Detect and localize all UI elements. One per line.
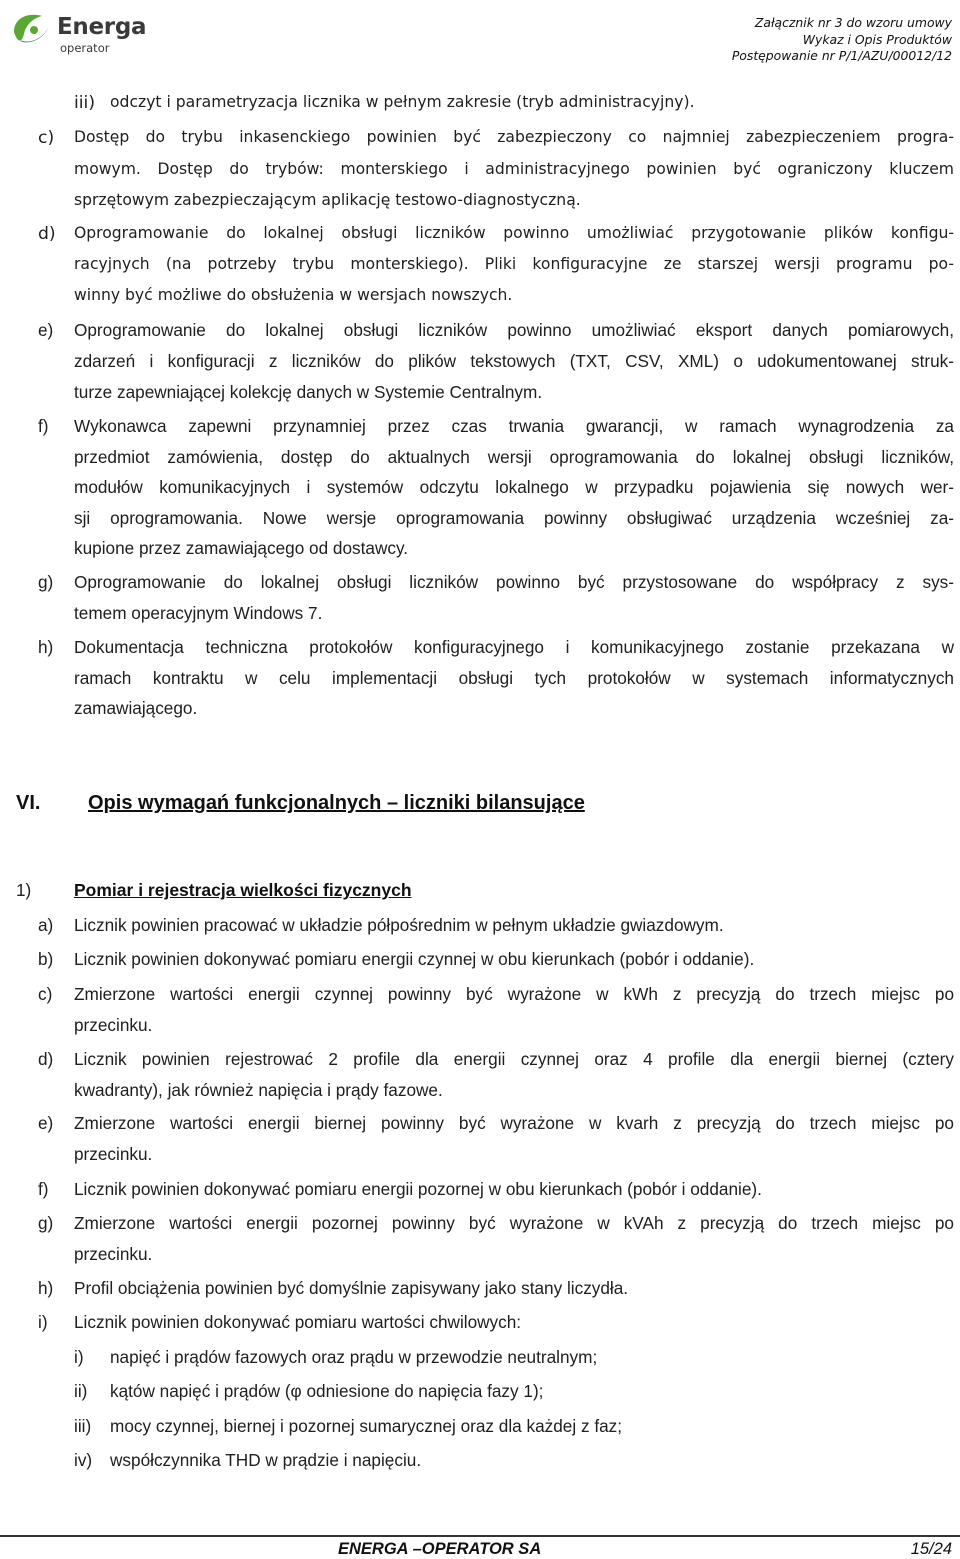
nested-list-marker: iii) <box>74 1416 92 1436</box>
paragraph-line: kupione przez zamawiającego od dostawcy. <box>74 538 409 558</box>
list-marker: iii) <box>74 93 96 113</box>
nested-list-item: kątów napięć i prądów (φ odniesione do napięcia fazy 1); <box>110 1381 544 1401</box>
paragraph-line: turze zapewniającej kolekcję danych w Systemie Centralnym. <box>74 382 543 402</box>
page-number: 15/24 <box>910 1540 952 1558</box>
footer-divider <box>0 1535 960 1537</box>
paragraph-line: sprzętowym zabezpieczającym aplikację testowo-diagnostyczną. <box>74 191 581 209</box>
list-marker: b) <box>38 949 54 969</box>
requirement-line: Zmierzone wartości energii pozornej powinny być wyrażone w kVAh z precyzją do trzech miejsc po <box>74 1213 954 1233</box>
paragraph-line: Wykonawca zapewni przynamniej przez czas trwania gwarancji, w ramach wynagrodzenia za <box>74 416 954 436</box>
energa-logo <box>8 10 158 54</box>
paragraph-line: Dokumentacja techniczna protokołów konfiguracyjnego i komunikacyjnego zostanie przekazana w <box>74 637 954 657</box>
page-header <box>0 0 960 80</box>
document-reference <box>732 15 952 65</box>
nested-list-item: współczynnika THD w prądzie i napięciu. <box>110 1450 422 1470</box>
paragraph-line: Dostęp do trybu inkasenckiego powinien być zabezpieczony co najmniej zabezpieczeniem progra- <box>74 128 954 146</box>
requirement-line: Licznik powinien pracować w układzie półpośrednim w pełnym układzie gwiazdowym. <box>74 915 724 935</box>
requirement-line: przecinku. <box>74 1015 153 1035</box>
section-number: VI. <box>16 792 41 814</box>
nested-list-marker: i) <box>74 1347 84 1367</box>
list-marker: e) <box>38 320 54 340</box>
list-marker: h) <box>38 1278 54 1298</box>
paragraph-line: zamawiającego. <box>74 698 198 718</box>
requirement-line: przecinku. <box>74 1244 153 1264</box>
nested-list-marker: iv) <box>74 1450 93 1470</box>
paragraph-line: Oprogramowanie do lokalnej obsługi liczników powinno być przystosowane do współpracy z sys- <box>74 572 954 592</box>
requirement-line: Licznik powinien rejestrować 2 profile dla energii czynnej oraz 4 profile dla energii biernej (cztery <box>74 1049 954 1069</box>
requirement-line: Profil obciążenia powinien być domyślnie zapisywany jako stany liczydła. <box>74 1278 629 1298</box>
paragraph-line: racyjnych (na potrzeby trybu monterskiego). Pliki konfiguracyjne ze starszej wersji programu po- <box>74 255 954 273</box>
paragraph-line: modułów komunikacyjnych i systemów odczytu lokalnego w przypadku pojawienia się nowych wer- <box>74 477 954 497</box>
list-marker: f) <box>38 1179 49 1199</box>
list-marker: e) <box>38 1113 54 1133</box>
paragraph-line: przedmiot zamówienia, dostęp do aktualnych wersji oprogramowania do lokalnej obsługi liczników, <box>74 447 954 467</box>
list-marker: g) <box>38 1213 54 1233</box>
requirement-line: przecinku. <box>74 1144 153 1164</box>
requirement-line: kwadranty), jak również napięcia i prądy fazowe. <box>74 1080 443 1100</box>
product-list-line: Wykaz i Opis Produktów <box>802 31 952 47</box>
requirement-line: Licznik powinien dokonywać pomiaru energii pozornej w obu kierunkach (pobór i oddanie). <box>74 1179 762 1199</box>
paragraph-line: Oprogramowanie do lokalnej obsługi liczników powinno umożliwiać przygotowanie plików konfigu- <box>74 224 954 242</box>
subsection-number: 1) <box>16 880 32 900</box>
list-marker: a) <box>38 915 54 935</box>
energa-leaf-icon <box>8 10 54 50</box>
nested-list-marker: ii) <box>74 1381 88 1401</box>
subsection-title: Pomiar i rejestracja wielkości fizycznych <box>74 880 412 900</box>
list-item-text: odczyt i parametryzacja licznika w pełnym zakresie (tryb administracyjny). <box>110 93 695 111</box>
requirement-line: Zmierzone wartości energii czynnej powinny być wyrażone w kWh z precyzją do trzech miejsc po <box>74 984 954 1004</box>
list-marker: f) <box>38 416 49 436</box>
list-marker: d) <box>38 1049 54 1069</box>
list-marker: g) <box>38 572 54 592</box>
paragraph-line: winny być możliwe do obsłużenia w wersjach nowszych. <box>74 286 513 304</box>
paragraph-line: zdarzeń i konfiguracji z liczników do plików tekstowych (TXT, CSV, XML) o udokumentowanej struk- <box>74 351 954 371</box>
paragraph-line: sji oprogramowania. Nowe wersje oprogramowania powinny obsługiwać urządzenia wcześniej za- <box>74 508 954 528</box>
section-title: Opis wymagań funkcjonalnych – liczniki bilansujące <box>88 792 585 814</box>
logo-subtitle: operator <box>60 41 110 55</box>
list-marker: i) <box>38 1312 48 1332</box>
paragraph-line: Oprogramowanie do lokalnej obsługi liczników powinno umożliwiać eksport danych pomiarowych, <box>74 320 954 340</box>
list-marker: d) <box>38 224 56 244</box>
requirement-line: Licznik powinien dokonywać pomiaru energii czynnej w obu kierunkach (pobór i oddanie). <box>74 949 755 969</box>
nested-list-item: mocy czynnej, biernej i pozornej sumarycznej oraz dla każdej z faz; <box>110 1416 623 1436</box>
list-marker: h) <box>38 637 54 657</box>
footer-company: ENERGA –OPERATOR SA <box>338 1540 542 1558</box>
paragraph-line: temem operacyjnym Windows 7. <box>74 603 323 623</box>
requirement-line: Licznik powinien dokonywać pomiaru wartości chwilowych: <box>74 1312 522 1332</box>
list-marker: c) <box>38 128 55 148</box>
attachment-line: Załącznik nr 3 do wzoru umowy <box>754 15 952 30</box>
paragraph-line: ramach kontraktu w celu implementacji obsługi tych protokołów w systemach informatycznych <box>74 668 954 688</box>
paragraph-line: mowym. Dostęp do trybów: monterskiego i administracyjnego powinien być ograniczony kluczem <box>74 160 954 178</box>
proceeding-number-line: Postępowanie nr P/1/AZU/00012/12 <box>731 48 952 63</box>
nested-list-item: napięć i prądów fazowych oraz prądu w przewodzie neutralnym; <box>110 1347 598 1367</box>
logo-wordmark: Energa <box>57 14 147 40</box>
list-marker: c) <box>38 984 53 1004</box>
requirement-line: Zmierzone wartości energii biernej powinny być wyrażone w kvarh z precyzją do trzech miejsc po <box>74 1113 954 1133</box>
